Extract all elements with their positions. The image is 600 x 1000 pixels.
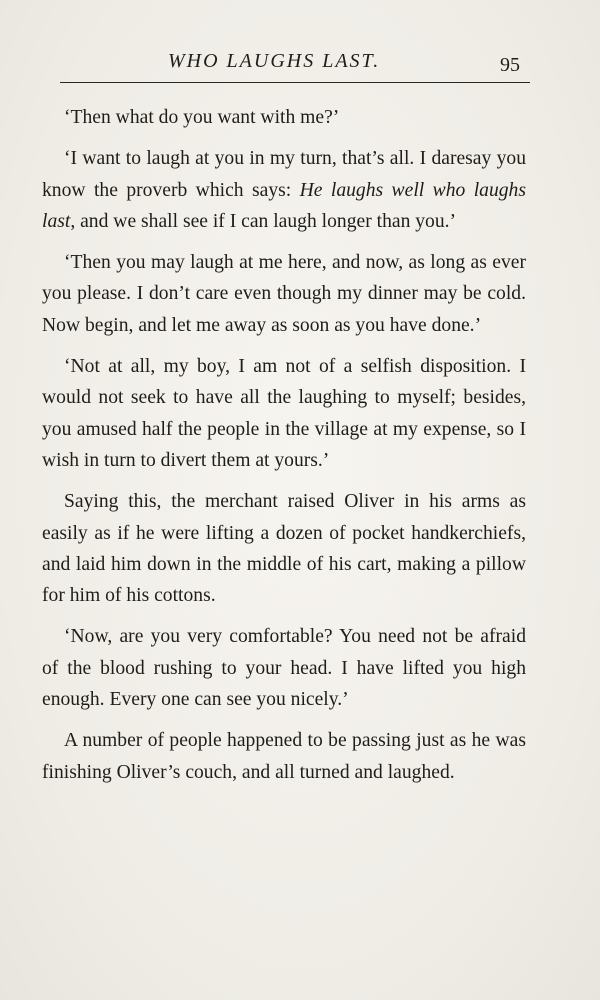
paragraph-2-end: , and we shall see if I can laugh longer than you.’ xyxy=(70,210,457,232)
header-rule xyxy=(60,82,530,83)
paragraph-1: ‘Then what do you want with me?’ xyxy=(64,107,340,128)
paragraph-5: Saying this, the merchant raised Oliver in his arms as easily as if he were lifting a dozen of pocket handkerchiefs, and laid him down in the middle of his cart, making a pillow for him of his cottons. xyxy=(42,491,526,607)
paragraph-4: ‘Not at all, my boy, I am not of a selfish disposition. I would not seek to have all the laughing to myself; besides, you amused half the people in the village at my expense, so I wish in turn to divert them at yours.’ xyxy=(42,356,526,471)
paragraph-6: ‘Now, are you very comfortable? You need not be afraid of the blood rushing to your head. I have lifted you high enough. Every one can see you nicely.’ xyxy=(42,626,526,711)
page-number: 95 xyxy=(500,54,520,76)
page-header xyxy=(60,46,530,86)
proverb-italic: He laughs well who laughs last xyxy=(42,179,526,232)
paragraph-3: ‘Then you may laugh at me here, and now, as long as ever you please. I don’t care even though my dinner may be cold. Now begin, and let me away as soon as you have done.’ xyxy=(42,252,526,336)
paragraph-2 xyxy=(42,143,526,237)
body-text xyxy=(42,102,526,798)
running-title: WHO LAUGHS LAST. xyxy=(168,50,381,72)
paragraph-7: A number of people happened to be passing just as he was finishing Oliver’s couch, and all turned and laughed. xyxy=(42,730,526,783)
paragraph-2-start: ‘I want to laugh at you in my turn, that’s all. I daresay you know the proverb which says: xyxy=(42,148,526,201)
